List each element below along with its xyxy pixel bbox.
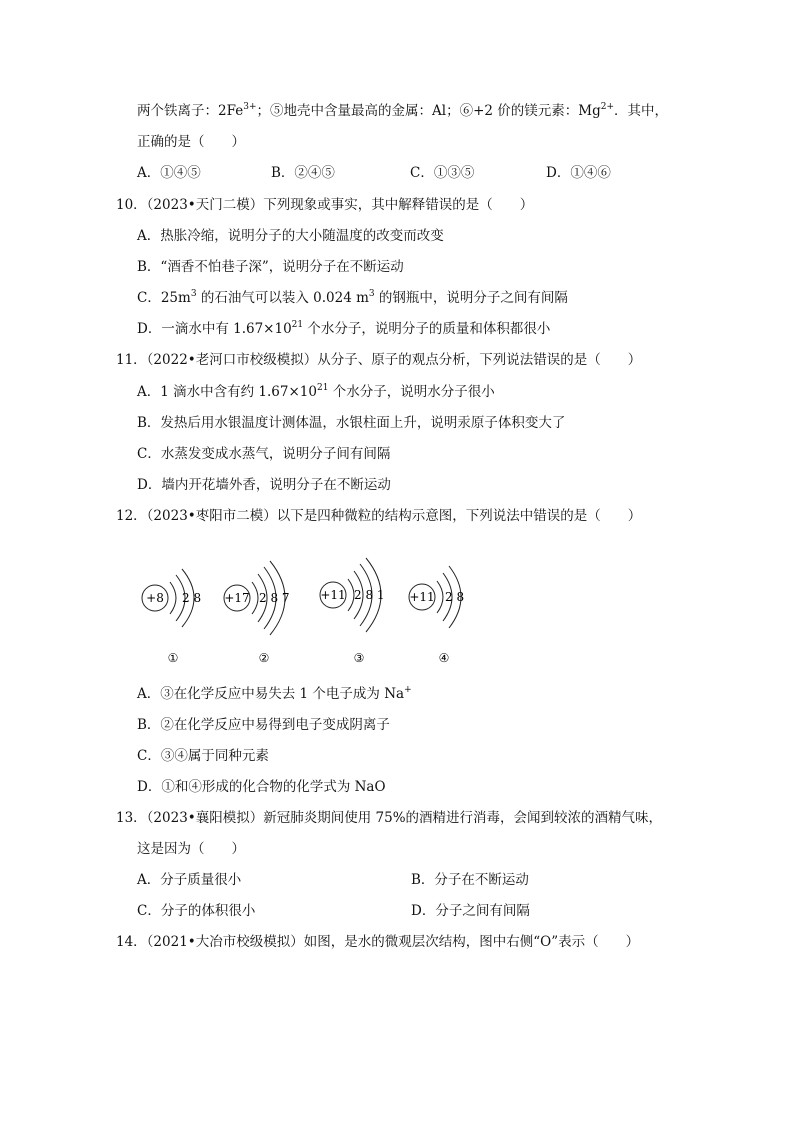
q11-option-b[interactable]: B．发热后用水银温度计测体温，水银柱面上升，说明汞原子体积变大了 <box>137 415 566 431</box>
electron-shells: 2 8 <box>445 590 465 604</box>
q11-option-c[interactable]: C．水蒸发变成水蒸气，说明分子间有间隔 <box>137 446 391 462</box>
q13-stem: 13．（2023•襄阳模拟）新冠肺炎期间使用 75%的酒精进行消毒，会闻到较浓的酒精气味， <box>116 810 663 826</box>
q12-option-d[interactable]: D．①和④形成的化合物的化学式为 NaO <box>137 779 386 795</box>
text: ．其中， <box>614 103 669 119</box>
superscript: 2+ <box>600 101 615 112</box>
q10-stem: 10．（2023•天门二模）下列现象或事实，其中解释错误的是（ ） <box>116 197 534 213</box>
superscript: 3 <box>368 288 375 299</box>
diagram-label: ④ <box>438 651 450 665</box>
nucleus-charge: +11 <box>409 590 435 604</box>
text: D．一滴水中有 1.67×10 <box>137 321 292 337</box>
q13-option-b[interactable]: B．分子在不断运动 <box>411 872 529 888</box>
q9-option-b[interactable]: B．②④⑤ <box>271 165 335 181</box>
q11-option-d[interactable]: D．墙内开花墙外香，说明分子在不断运动 <box>137 477 391 493</box>
q12-stem: 12．（2023•枣阳市二模）以下是四种微粒的结构示意图，下列说法中错误的是（ ） <box>116 508 642 524</box>
q12-option-b[interactable]: B．②在化学反应中易得到电子变成阴离子 <box>137 717 390 733</box>
superscript: 3+ <box>243 101 257 112</box>
nucleus-charge: +17 <box>224 591 250 605</box>
text: 个水分子，说明分子的质量和体积都很小 <box>303 321 551 337</box>
q10-option-a[interactable]: A．热胀冷缩，说明分子的大小随温度的改变而改变 <box>137 228 444 244</box>
text: 的钢瓶中，说明分子之间有间隔 <box>374 290 568 306</box>
q11-option-a[interactable] <box>137 382 495 402</box>
text: 的石油气可以装入 0.024 m <box>196 290 369 306</box>
q12-option-c[interactable]: C．③④属于同种元素 <box>137 748 269 764</box>
atom-diagram-1 <box>142 569 201 665</box>
electron-shells: 2 8 1 <box>354 588 385 602</box>
text: 两个铁离子：2Fe <box>137 103 244 119</box>
nucleus-charge: +11 <box>320 588 346 602</box>
q9-continued-line2: 正确的是（ ） <box>137 134 245 150</box>
q10-option-b[interactable]: B．“酒香不怕巷子深”，说明分子在不断运动 <box>137 259 404 275</box>
atom-diagram-2 <box>224 561 290 665</box>
q9-continued-line1 <box>137 101 668 121</box>
atom-diagram-4 <box>409 566 464 665</box>
q13-option-a[interactable]: A．分子质量很小 <box>137 872 242 888</box>
q11-stem: 11．（2022•老河口市校级模拟）从分子、原子的观点分析，下列说法错误的是（ ） <box>116 352 642 368</box>
diagram-label: ② <box>258 651 270 665</box>
diagram-label: ① <box>167 651 179 665</box>
q13-option-c[interactable]: C．分子的体积很小 <box>137 903 256 919</box>
q13-stem-line2: 这是因为（ ） <box>137 841 245 857</box>
q13-option-d[interactable]: D．分子之间有间隔 <box>411 903 530 919</box>
text: A．③在化学反应中易失去 1 个电子成为 Na <box>137 686 405 702</box>
q9-option-a[interactable]: A．①④⑤ <box>137 165 201 181</box>
nucleus-charge: +8 <box>146 591 164 605</box>
q10-option-c[interactable] <box>137 288 568 308</box>
q9-option-c[interactable]: C．①③⑤ <box>410 165 475 181</box>
text: A．1 滴水中含有约 1.67×10 <box>137 384 317 400</box>
superscript: 21 <box>291 319 304 330</box>
electron-shells: 2 8 7 <box>259 591 290 605</box>
text: ；⑤地壳中含量最高的金属：Al；⑥+2 价的镁元素：Mg <box>256 103 601 119</box>
text: C．25m <box>137 290 191 306</box>
superscript: 21 <box>316 382 329 393</box>
q12-option-a[interactable] <box>137 684 412 704</box>
electron-shells: 2 8 <box>182 591 202 605</box>
q14-stem: 14．（2021•大冶市校级模拟）如图，是水的微观层次结构，图中右侧“O”表示（ ） <box>116 934 640 950</box>
diagram-label: ③ <box>353 651 365 665</box>
atomic-structure-diagrams <box>130 555 490 675</box>
q10-option-d[interactable] <box>137 319 550 339</box>
superscript: 3 <box>190 288 197 299</box>
superscript: + <box>404 684 412 695</box>
q9-option-d[interactable]: D．①④⑥ <box>546 165 611 181</box>
atom-diagram-3 <box>320 558 385 665</box>
text: 个水分子，说明水分子很小 <box>328 384 495 400</box>
